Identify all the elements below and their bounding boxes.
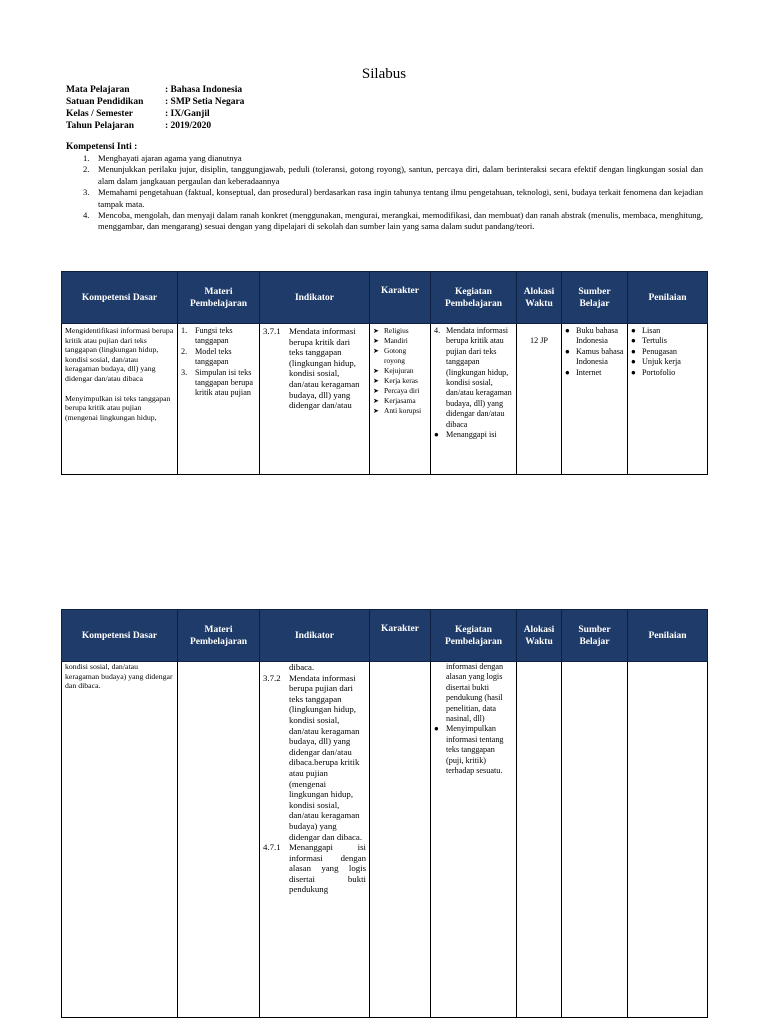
list-text: Unjuk kerja (642, 357, 681, 367)
kd-cell (62, 324, 178, 475)
list-item (83, 210, 703, 233)
list-item (565, 368, 624, 378)
info-value: : 2019/2020 (165, 121, 212, 131)
list-item (181, 368, 256, 399)
list-item (631, 347, 704, 357)
arrow-bullet-icon: ➤ (373, 407, 379, 415)
list-item (373, 346, 427, 366)
list-text: Memahami pengetahuan (faktual, konseptual, dan prosedural) berdasarkan rasa ingin tahunya tentang ilmu pengetahuan, teknologi, seni, budaya terkait fenomena dan kejadian tampak mata. (98, 187, 703, 209)
info-row (66, 108, 244, 120)
list-text: Anti korupsi (384, 406, 422, 415)
info-label: Satuan Pendidikan (66, 97, 144, 107)
list-text: Portofolio (642, 367, 676, 377)
kd-text: kondisi sosial, dan/atau keragaman budaya) yang didengar dan dibaca. (65, 662, 173, 691)
kompetensi-inti-title: Kompetensi Inti : (66, 142, 138, 152)
header-kegiatan: Kegiatan Pembelajaran (431, 272, 517, 324)
info-label: Mata Pelajaran (66, 85, 130, 95)
kompetensi-inti-list (83, 153, 703, 233)
header-indikator: Indikator (260, 610, 370, 662)
list-number: 4. (83, 210, 90, 221)
kegiatan-cell (431, 324, 517, 475)
table-header-row (62, 610, 708, 662)
info-row (66, 96, 244, 108)
alokasi-cell (517, 662, 562, 1018)
kegiatan-item (434, 724, 513, 776)
header-karakter: Karakter (370, 610, 431, 662)
kegiatan-text: Menyimpulkan informasi tentang teks tanggapan (puji, kritik) terhadap sesuatu. (446, 724, 504, 776)
list-text: Kerjasama (384, 396, 416, 405)
list-text: Internet (576, 367, 602, 377)
header-penilaian: Penilaian (628, 272, 708, 324)
indikator-number: 4.7.1 (263, 842, 281, 853)
list-text: Mandiri (384, 336, 408, 345)
list-text: Fungsi teks tanggapan (195, 326, 233, 346)
bullet-icon: ● (434, 724, 439, 734)
list-text: Kerja keras (384, 376, 418, 385)
indikator-item (263, 842, 366, 895)
kegiatan-item (434, 326, 513, 430)
indikator-text: dibaca. (289, 662, 315, 672)
indikator-number: 3.7.2 (263, 672, 281, 683)
list-text: Gotong royong (384, 346, 407, 365)
page-title: Silabus (361, 66, 407, 82)
info-label: Tahun Pelajaran (66, 121, 135, 131)
kegiatan-item (434, 430, 513, 440)
arrow-bullet-icon: ➤ (373, 397, 379, 405)
sumber-cell (562, 324, 628, 475)
list-item (631, 357, 704, 367)
info-value: : SMP Setia Negara (165, 97, 245, 107)
indikator-text: Mendata informasi berupa pujian dari teks tanggapan (lingkungan hidup, kondisi sosial, dan/atau keragaman budaya, dll) yang didengar dan/atau dibaca.berupa kritik atau pujian (mengenai lingkungan hidup, kondisi sosial, dan/atau keragaman budaya) yang didengar dan dibaca. (289, 672, 363, 842)
header-indikator: Indikator (260, 272, 370, 324)
header-karakter: Karakter (370, 272, 431, 324)
list-text: Model teks tanggapan (195, 346, 232, 367)
header-penilaian: Penilaian (628, 610, 708, 662)
info-row (66, 120, 244, 132)
header-materi: Materi Pembelajaran (178, 272, 260, 324)
list-text: Tertulis (642, 336, 667, 346)
bullet-icon: ● (565, 346, 570, 356)
list-item (373, 376, 427, 386)
bullet-icon: ● (631, 326, 636, 335)
list-text: Percaya diri (384, 386, 420, 395)
kegiatan-text: Mendata informasi berupa kritik atau pujian dari teks tanggapan (lingkungan hidup, kondisi sosial, dan/atau keragaman budaya, dll) yang didengar dan/atau dibaca (446, 326, 512, 429)
indikator-text: Menanggapi isi informasi dengan alasan yang logis disertai bukti pendukung (289, 842, 366, 895)
karakter-cell (370, 662, 431, 1018)
syllabus-table-page-1 (61, 271, 708, 475)
materi-cell (178, 324, 260, 475)
list-text: Mencoba, mengolah, dan menyaji dalam ranah konkret (menggunakan, mengurai, merangkai, memodifikasi, dan membuat) dan ranah abstrak (menulis, membaca, menghitung, menggambar, dan mengarang) sesuai dengan yang dipelajari di sekolah dan sumber lain yang sama dalam sudut pandang/teori. (98, 210, 703, 232)
arrow-bullet-icon: ➤ (373, 387, 379, 395)
bullet-icon: ● (631, 346, 636, 356)
header-sumber: Sumber Belajar (562, 610, 628, 662)
list-number: 1. (83, 153, 90, 163)
kegiatan-text: Menanggapi isi (446, 430, 497, 440)
list-text: Simpulan isi teks tanggapan berupa kritik atau pujian (195, 367, 253, 398)
bullet-icon: ● (631, 367, 636, 377)
list-item (631, 368, 704, 378)
penilaian-cell (628, 662, 708, 1018)
list-item (373, 326, 427, 336)
arrow-bullet-icon: ➤ (373, 377, 379, 385)
list-item (565, 347, 624, 368)
indikator-number: 3.7.1 (263, 326, 281, 336)
header-materi: Materi Pembelajaran (178, 610, 260, 662)
list-text: Kejujuran (384, 366, 414, 375)
indikator-cell (260, 324, 370, 475)
arrow-bullet-icon: ➤ (373, 367, 379, 375)
header-alokasi: Alokasi Waktu (517, 272, 562, 324)
list-text: Menunjukkan perilaku jujur, disiplin, tanggungjawab, peduli (toleransi, gotong royong), santun, percaya diri, dalam berinteraksi secara efektif dengan lingkungan sosial dan alam dalam jangkauan pergaulan dan keberadaannya (98, 164, 703, 186)
arrow-bullet-icon: ➤ (373, 327, 379, 335)
header-kompetensi-dasar: Kompetensi Dasar (62, 610, 178, 662)
kegiatan-number: 4. (434, 326, 441, 335)
list-item (373, 406, 427, 416)
alokasi-cell: 12 JP (517, 324, 562, 475)
list-item (565, 326, 624, 347)
penilaian-cell (628, 324, 708, 475)
kd-text: Mengidentifikasi informasi berupa kritik atau pujian dari teks tanggapan (lingkungan hidup, kondisi sosial, dan/atau keragaman budaya, dll) yang didengar dan/atau dibaca (65, 326, 174, 383)
list-text: Buku bahasa Indonesia (576, 326, 619, 346)
list-item (631, 336, 704, 346)
list-text: Kamus bahasa Indonesia (576, 346, 624, 367)
kd-text: Menyimpulkan isi teks tanggapan berupa kritik atau pujian (mengenai lingkungan hidup, (65, 393, 171, 422)
list-text: Religius (384, 326, 409, 335)
header-alokasi: Alokasi Waktu (517, 610, 562, 662)
arrow-bullet-icon: ➤ (373, 337, 379, 345)
bullet-icon: ● (631, 336, 636, 346)
list-text: Menghayati ajaran agama yang dianutnya (98, 153, 242, 163)
list-number: 2. (181, 346, 188, 356)
table-header-row (62, 272, 708, 324)
list-text: Penugasan (642, 346, 678, 356)
materi-cell (178, 662, 260, 1018)
list-item (631, 326, 704, 336)
list-number: 3. (181, 367, 188, 377)
karakter-cell (370, 324, 431, 475)
list-number: 2. (83, 164, 90, 175)
indikator-item (263, 326, 366, 411)
list-item (83, 153, 703, 164)
header-kompetensi-dasar: Kompetensi Dasar (62, 272, 178, 324)
bullet-icon: ● (434, 430, 439, 440)
info-value: : IX/Ganjil (165, 109, 210, 119)
kegiatan-text: informasi dengan alasan yang logis disertai bukti pendukung (hasil penelitian, data nasinal, dll) (446, 662, 504, 724)
bullet-icon: ● (565, 326, 570, 335)
table-row (62, 662, 708, 1018)
list-item (373, 386, 427, 396)
sumber-cell (562, 662, 628, 1018)
table-row (62, 324, 708, 475)
list-item (373, 396, 427, 406)
list-item (181, 326, 256, 347)
indikator-cell (260, 662, 370, 1018)
list-text: Lisan (642, 326, 661, 335)
kegiatan-cell (431, 662, 517, 1018)
info-value: : Bahasa Indonesia (165, 85, 243, 95)
bullet-icon: ● (565, 367, 570, 377)
list-item (181, 347, 256, 368)
header-kegiatan: Kegiatan Pembelajaran (431, 610, 517, 662)
indikator-text: Mendata informasi berupa kritik dari teks tanggapan (lingkungan hidup, kondisi sosial, dan/atau keragaman budaya, dll) yang didengar dan/atau (289, 326, 360, 411)
info-row (66, 84, 244, 96)
list-item (373, 336, 427, 346)
bullet-icon: ● (631, 357, 636, 367)
header-sumber: Sumber Belajar (562, 272, 628, 324)
indikator-item (263, 673, 366, 843)
syllabus-table-page-2 (61, 609, 708, 1018)
kd-cell (62, 662, 178, 1018)
arrow-bullet-icon: ➤ (373, 347, 379, 355)
list-item (373, 366, 427, 376)
info-label: Kelas / Semester (66, 109, 134, 119)
list-number: 3. (83, 187, 90, 198)
list-number: 1. (181, 326, 188, 335)
list-item (83, 187, 703, 210)
list-item (83, 164, 703, 187)
identity-block (66, 84, 244, 132)
